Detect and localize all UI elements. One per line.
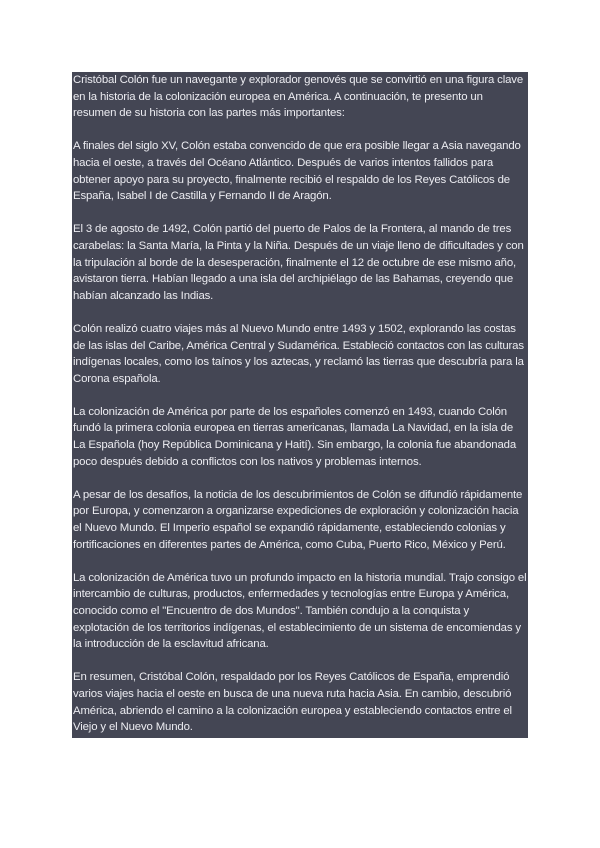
paragraph-later-voyages: Colón realizó cuatro viajes más al Nuevo Mundo entre 1493 y 1502, explorando las costas de las islas del Caribe, América Central y Sudamérica. Estableció contactos con las culturas indígenas locales, como los taínos y los aztecas, y reclamó las tierras que descubría para la Corona española. xyxy=(73,322,524,385)
paragraph-intro: Cristóbal Colón fue un navegante y explorador genovés que se convirtió en una figura clave en la historia de la colonización europea en América. A continuación, te presento un resumen de su historia con las partes más importantes: xyxy=(73,74,524,120)
paragraph-la-navidad: La colonización de América por parte de los españoles comenzó en 1493, cuando Colón fundó la primera colonia europea en tierras americanas, llamada La Navidad, en la isla de La Española (hoy República Dominicana y Haití). Sin embargo, la colonia fue abandonada poco después debido a conflictos con los nativos y problemas internos. xyxy=(73,405,517,468)
paragraph-summary: En resumen, Cristóbal Colón, respaldado por los Reyes Católicos de España, emprendió varios viajes hacia el oeste en busca de una nueva ruta hacia Asia. En cambio, descubrió América, abriendo el camino a la colonización europea y estableciendo contactos entre el Viejo y el Nuevo Mundo. xyxy=(73,671,512,734)
paragraph-impact: La colonización de América tuvo un profundo impacto en la historia mundial. Trajo consigo el intercambio de culturas, productos, enfermedades y tecnologías entre Europa y América, conocido como el "Encuentro de dos Mundos". También condujo a la conquista y explotación de los territorios indígenas, el establecimiento de un sistema de encomiendas y la introducción de la esclavitud africana. xyxy=(73,571,527,651)
paragraph-expansion: A pesar de los desafíos, la noticia de los descubrimientos de Colón se difundió rápidamente por Europa, y comenzaron a organizarse expediciones de exploración y colonización hacia el Nuevo Mundo. El Imperio español se expandió rápidamente, estableciendo colonias y fortificaciones en diferentes partes de América, como Cuba, Puerto Rico, México y Perú. xyxy=(73,488,523,551)
paragraph-first-voyage: El 3 de agosto de 1492, Colón partió del puerto de Palos de la Frontera, al mando de tres carabelas: la Santa María, la Pinta y la Niña. Después de un viaje lleno de dificultades y con la tripulación al borde de la desesperación, finalmente el 12 de octubre de ese mismo año, avistaron tierra. Habían llegado a una isla del archipiélago de las Bahamas, creyendo que habían alcanzado las Indias. xyxy=(73,223,524,302)
paragraph-background: A finales del siglo XV, Colón estaba convencido de que era posible llegar a Asia navegando hacia el oeste, a través del Océano Atlántico. Después de varios intentos fallidos para obtener apoyo para su proyecto, finalmente recibió el respaldo de los Reyes Católicos de España, Isabel I de Castilla y Fernando II de Aragón. xyxy=(73,140,521,203)
chat-response-text-block xyxy=(72,72,528,738)
